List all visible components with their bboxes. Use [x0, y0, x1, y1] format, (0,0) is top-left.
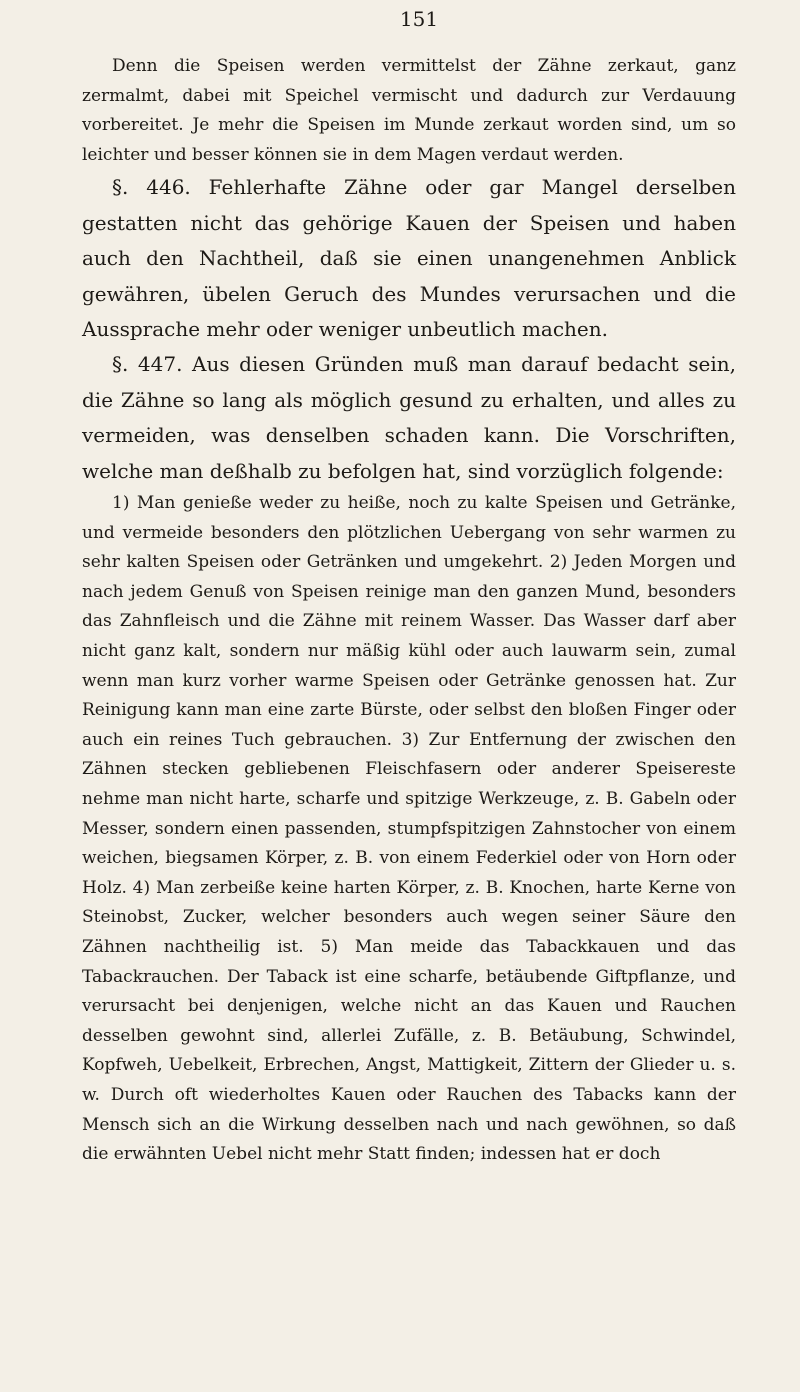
section-446-paragraph: §. 446. Fehlerhafte Zähne oder gar Mangel derselben gestatten nicht das gehörige Kauen der Speisen und haben auch den Nachtheil, daß sie einen unangenehmen Anblick gewähren, übelen Geruch des Mundes verursachen und die Aussprache mehr oder weniger unbeutlich machen.: [82, 175, 736, 341]
section-447-paragraph: §. 447. Aus diesen Gründen muß man darauf bedacht sein, die Zähne so lang als möglich gesund zu erhalten, und alles zu vermeiden, was denselben schaden kann. Die Vorschriften, welche man deßhalb zu befolgen hat, sind vorzüglich folgende:: [82, 352, 736, 483]
rules-paragraph: 1) Man genieße weder zu heiße, noch zu kalte Speisen und Getränke, und vermeide besonders den plötzlichen Uebergang von sehr warmen zu sehr kalten Speisen oder Getränken und umgekehrt. 2) Jeden Morgen und nach jedem Genuß von Speisen reinige man den ganzen Mund, besonders das Zahnfleisch und die Zähne mit reinem Wasser. Das Wasser darf aber nicht ganz kalt, sondern nur mäßig kühl oder auch lauwarm sein, zumal wenn man kurz vorher warme Speisen oder Getränke genossen hat. Zur Reinigung kann man eine zarte Bürste, oder selbst den bloßen Finger oder auch ein reines Tuch gebrauchen. 3) Zur Entfernung der zwischen den Zähnen stecken gebliebenen Fleischfasern oder anderer Speisereste nehme man nicht harte, scharfe und spitzige Werkzeuge, z. B. Gabeln oder Messer, sondern einen passenden, stumpfspitzigen Zahnstocher von einem weichen, biegsamen Körper, z. B. von einem Federkiel oder von Horn oder Holz. 4) Man zerbeiße keine harten Körper, z. B. Knochen, harte Kerne von Steinobst, Zucker, welcher besonders auch wegen seiner Säure den Zähnen nachtheilig ist. 5) Man meide das Tabackkauen und das Tabackrauchen. Der Taback ist eine scharfe, betäubende Giftpflanze, und verursacht bei denjenigen, welche nicht an das Kauen und Rauchen desselben gewohnt sind, allerlei Zufälle, z. B. Betäubung, Schwindel, Kopfweh, Uebelkeit, Erbrechen, Angst, Mattigkeit, Zittern der Glieder u. s. w. Durch oft wiederholtes Kauen oder Rauchen des Tabacks kann der Mensch sich an die Wirkung desselben nach und nach gewöhnen, so daß die erwähnten Uebel nicht mehr Statt finden; indessen hat er doch: [82, 493, 736, 1165]
page-number: 151: [399, 7, 439, 31]
intro-paragraph: Denn die Speisen werden vermittelst der Zähne zerkaut, ganz zermalmt, dabei mit Speichel vermischt und dadurch zur Verdauung vorbereitet. Je mehr die Speisen im Munde zerkaut worden sind, um so leichter und besser können sie in dem Magen verdaut werden.: [82, 56, 736, 165]
